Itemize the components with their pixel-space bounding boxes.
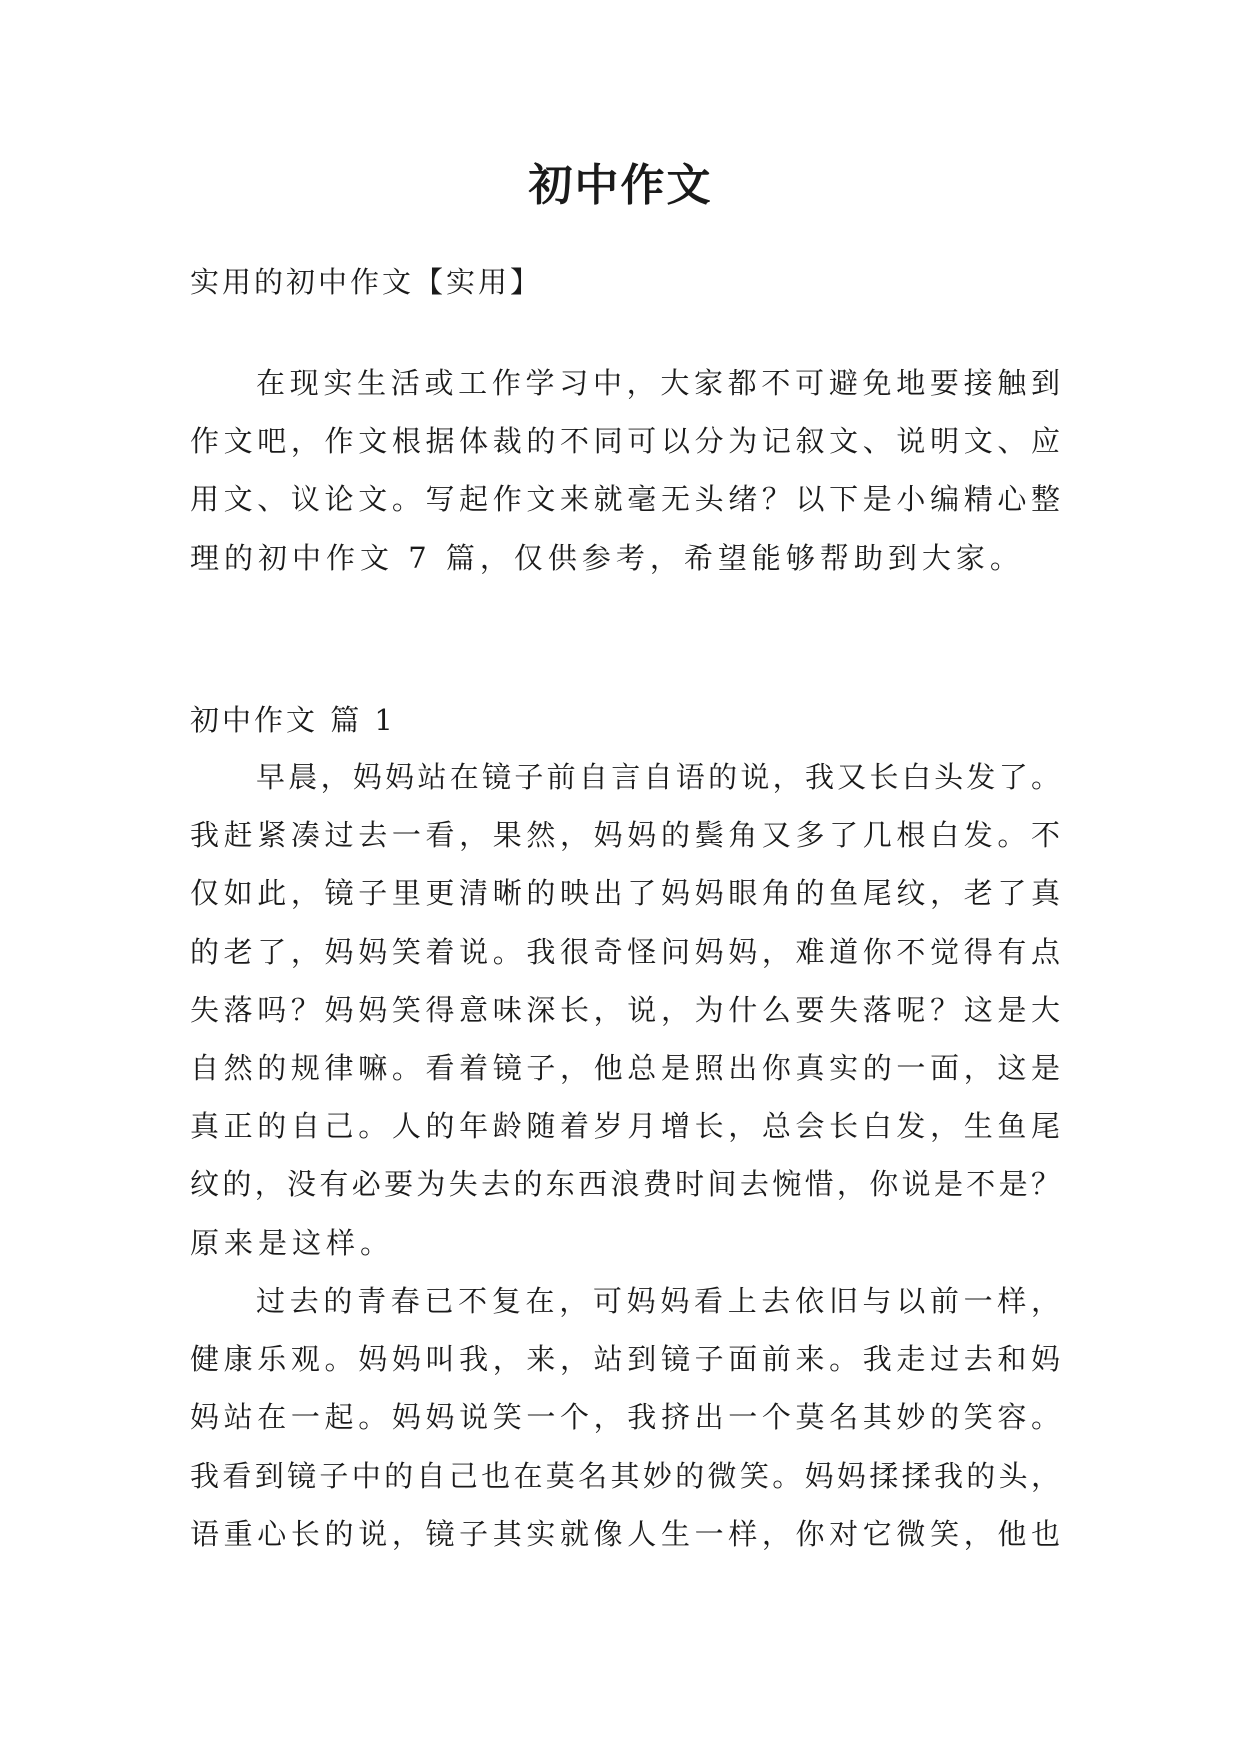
paragraph-line: 真正的自己。人的年龄随着岁月增长，总会长白发，生鱼尾 [190, 1109, 1060, 1144]
paragraph-line: 我赶紧凑过去一看，果然，妈妈的鬓角又多了几根白发。不 [190, 818, 1060, 853]
paragraph-line: 原来是这样。 [190, 1225, 395, 1260]
section-heading: 初中作文 篇 1 [190, 703, 396, 737]
paragraph-line: 在现实生活或工作学习中，大家都不可避免地要接触到 [256, 366, 1060, 400]
paragraph-line: 妈站在一起。妈妈说笑一个，我挤出一个莫名其妙的笑容。 [190, 1400, 1060, 1435]
article-subtitle: 实用的初中作文【实用】 [190, 265, 543, 299]
paragraph-line: 过去的青春已不复在，可妈妈看上去依旧与以前一样， [256, 1284, 1060, 1318]
paragraph-line: 的老了，妈妈笑着说。我很奇怪问妈妈，难道你不觉得有点 [190, 934, 1060, 969]
paragraph-line: 自然的规律嘛。看着镜子，他总是照出你真实的一面，这是 [190, 1050, 1060, 1085]
paragraph-line: 失落吗？妈妈笑得意味深长，说，为什么要失落呢？这是大 [190, 992, 1060, 1027]
section1-paragraph-1 [190, 748, 1060, 1272]
paragraph-line: 用文、议论文。写起作文来就毫无头绪？以下是小编精心整 [190, 482, 1060, 517]
paragraph-line: 语重心长的说，镜子其实就像人生一样，你对它微笑，他也 [190, 1516, 1060, 1551]
intro-paragraph [190, 354, 1060, 587]
paragraph-line: 早晨，妈妈站在镜子前自言自语的说，我又长白头发了。 [256, 760, 1060, 794]
paragraph-line: 仅如此，镜子里更清晰的映出了妈妈眼角的鱼尾纹，老了真 [190, 876, 1060, 911]
paragraph-line: 作文吧，作文根据体裁的不同可以分为记叙文、说明文、应 [190, 424, 1060, 459]
section1-paragraph-2 [190, 1272, 1060, 1563]
document-title: 初中作文 [528, 160, 713, 211]
paragraph-line: 健康乐观。妈妈叫我，来，站到镜子面前来。我走过去和妈 [190, 1342, 1060, 1377]
paragraph-line: 纹的，没有必要为失去的东西浪费时间去惋惜，你说是不是？ [190, 1167, 1060, 1202]
paragraph-line: 理的初中作文 7 篇，仅供参考，希望能够帮助到大家。 [190, 540, 1024, 575]
paragraph-line: 我看到镜子中的自己也在莫名其妙的微笑。妈妈揉揉我的头， [190, 1458, 1060, 1493]
